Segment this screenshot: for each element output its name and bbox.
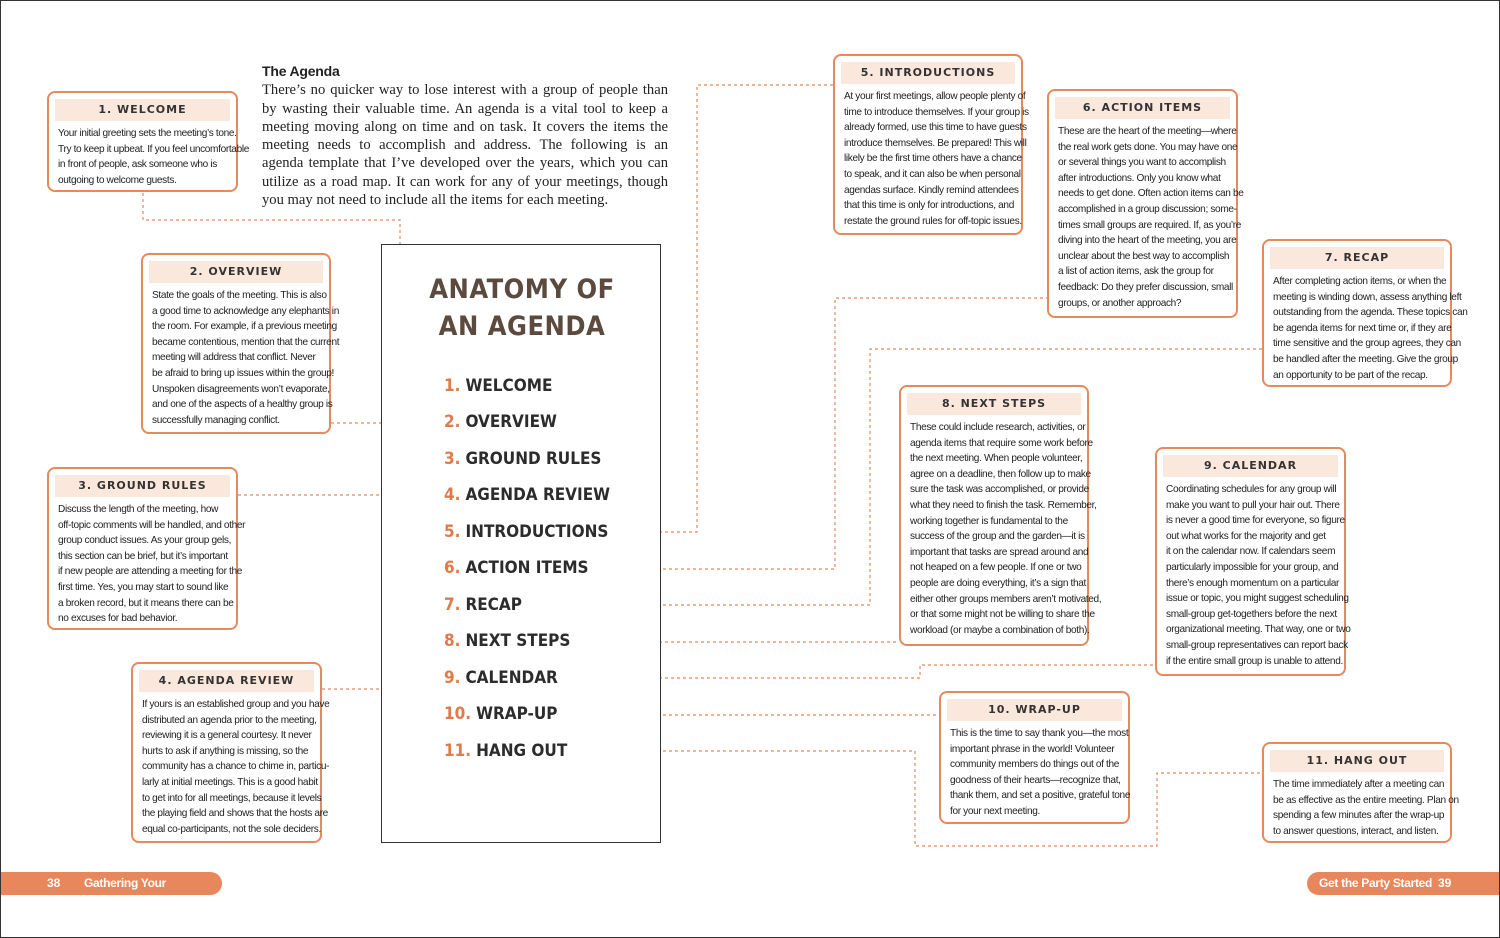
box-next-steps (899, 385, 1102, 646)
box-text (1157, 477, 1351, 675)
box-text-line: community members do things out of the (950, 759, 1120, 771)
box-text-line: times small groups are required. If, as you’re (1058, 219, 1242, 231)
agenda-item-recap: 7. RECAP (444, 595, 522, 615)
box-text-line: successfully managing conflict. (152, 414, 280, 426)
box-text-line: Try to keep it upbeat. If you feel uncomfortable (58, 143, 249, 155)
box-text-line: what they need to finish the task. Remember, (910, 499, 1097, 511)
box-text-line: Your initial greeting sets the meeting’s tone. (58, 128, 237, 139)
box-text-line: If yours is an established group and you have (142, 699, 330, 710)
box-text-line: distributed an agenda prior to the meeting, (142, 714, 317, 726)
agenda-item-overview: 2. OVERVIEW (444, 412, 557, 432)
box-title: 11. HANG OUT (1270, 750, 1444, 772)
agenda-panel (381, 244, 661, 843)
box-text-line: a list of action items, ask the group for (1058, 266, 1214, 278)
box-text-line: to answer questions, interact, and listen. (1273, 825, 1439, 837)
box-text-line: accomplished in a group discussion; some- (1058, 203, 1237, 215)
agenda-title-line2: AN AGENDA (438, 311, 606, 342)
box-calendar (1155, 447, 1351, 676)
box-title: 1. WELCOME (55, 99, 230, 121)
box-text (143, 283, 340, 434)
agenda-item-welcome: 1. WELCOME (444, 376, 553, 396)
box-title: 10. WRAP-UP (947, 699, 1122, 721)
box-text-line: the room. For example, if a previous meeting (152, 321, 337, 333)
box-title: 6. ACTION ITEMS (1055, 97, 1230, 119)
box-text-line: particularly impossible for your group, and (1166, 561, 1339, 573)
agenda-item-wrap-up: 10. WRAP-UP (444, 704, 558, 724)
box-text-line: restate the ground rules for off-topic issues. (844, 215, 1022, 227)
agenda-item-introductions: 5. INTRODUCTIONS (444, 522, 609, 542)
box-text-line: unclear about the best way to accomplish (1058, 250, 1230, 262)
box-text-line: be afraid to bring up issues within the group! (152, 367, 334, 379)
footer-right-tab (1307, 872, 1499, 895)
box-text-line: Coordinating schedules for any group will (1166, 484, 1337, 495)
chapter-title-right: Get the Party Started (1319, 876, 1433, 890)
box-text-line: State the goals of the meeting. This is also (152, 290, 327, 301)
box-text-line: there’s enough momentum on a particular (1166, 577, 1340, 589)
box-text-line: diving into the heart of the meeting, you are (1058, 235, 1237, 247)
box-text-line: if the entire small group is unable to attend. (1166, 655, 1343, 667)
box-overview (141, 253, 340, 434)
box-text-line: either other groups members aren’t motivated, (910, 593, 1102, 605)
box-text-line: if new people are attending a meeting for the (58, 566, 243, 578)
box-introductions (833, 54, 1029, 235)
agenda-title (382, 271, 662, 345)
box-text-line: feedback: Do they prefer discussion, small (1058, 281, 1233, 293)
box-text-line: meeting will address that conflict. Never (152, 352, 316, 364)
box-text-line: this section can be brief, but it’s important (58, 550, 228, 562)
box-text-line: first time. Yes, you may start to sound like (58, 581, 229, 593)
box-text-line: larly at initial meetings. This is a good habit (142, 776, 318, 788)
box-text-line: time sensitive and the group agrees, they can (1273, 338, 1461, 350)
box-text (901, 415, 1102, 644)
box-text-line: became contentious, mention that the current (152, 336, 340, 348)
box-text-line: agree on a deadline, then follow up to make (910, 468, 1091, 480)
box-text-line: it on the calendar now. If calendars seem (1166, 546, 1336, 558)
box-text-line: meeting is winding down, assess anything left (1273, 291, 1462, 303)
box-text-line: time to introduce themselves. If your group is (844, 106, 1029, 118)
box-text (1264, 269, 1468, 389)
box-text-line: outgoing to welcome guests. (58, 174, 177, 186)
box-text-line: to get into for all meetings, because it levels (142, 792, 322, 804)
box-text (941, 721, 1131, 826)
box-text (49, 121, 249, 194)
box-text-line: After completing action items, or when the (1273, 276, 1447, 287)
chapter-title-left: Gathering Your Community (84, 876, 167, 913)
box-title: 5. INTRODUCTIONS (841, 62, 1015, 84)
box-text-line: These are the heart of the meeting—where (1058, 126, 1237, 137)
page-number-right: 39 (1438, 876, 1452, 890)
box-title: 3. GROUND RULES (55, 475, 230, 497)
box-agenda-review (131, 662, 330, 843)
agenda-item-calendar: 9. CALENDAR (444, 668, 558, 688)
box-text-line: This is the time to say thank you—the most (950, 728, 1129, 739)
box-text-line: Unspoken disagreements won’t evaporate, (152, 383, 330, 395)
agenda-item-action-items: 6. ACTION ITEMS (444, 558, 589, 578)
box-text (49, 497, 246, 633)
box-text-line: likely be the first time others have a chance (844, 153, 1022, 165)
box-text-line: outstanding from the agenda. These topics can (1273, 307, 1468, 319)
box-text-line: The time immediately after a meeting can (1273, 779, 1445, 790)
box-text-line: no excuses for bad behavior. (58, 613, 178, 625)
box-text-line: be handled after the meeting. Give the group (1273, 353, 1458, 365)
box-text-line: Discuss the length of the meeting, how (58, 504, 219, 515)
intro-body: There’s no quicker way to lose interest with a group of people than by wasting their valuable time. An agenda is a vital tool to keep a meeting moving along on time and on task. It covers the items the meeting needs to accomplish and address. The following is an agenda template that I’ve developed over the years, which you can utilize as a road map. It can work for any of your meetings, though you may not need to include all the items for each meeting. (262, 82, 668, 209)
box-text-line: goodness of their hearts—recognize that, (950, 774, 1121, 786)
box-text-line: small-group get-togethers before the next (1166, 608, 1337, 620)
box-action-items (1047, 89, 1244, 318)
box-text-line: the real work gets done. You may have one (1058, 141, 1238, 153)
box-text-line: workload (or maybe a combination of both). (910, 624, 1090, 636)
box-text-line: make you want to pull your hair out. There (1166, 499, 1340, 511)
intro-section (262, 62, 668, 209)
box-welcome (47, 91, 249, 192)
box-text-line: agenda items that require some work before (910, 437, 1093, 449)
box-text-line: community has a chance to chime in, particu- (142, 761, 330, 773)
agenda-item-agenda-review: 4. AGENDA REVIEW (444, 485, 611, 505)
box-text-line: hurts to ask if anything is missing, so the (142, 745, 309, 757)
box-recap (1262, 239, 1468, 387)
box-title: 9. CALENDAR (1163, 455, 1338, 477)
box-hang-out (1262, 742, 1459, 843)
box-title: 4. AGENDA REVIEW (139, 670, 314, 692)
box-text-line: a good time to acknowledge any elephants in (152, 305, 339, 317)
box-text-line: and one of the aspects of a healthy group is (152, 399, 333, 411)
box-text-line: issue or topic, you might suggest scheduling (1166, 593, 1349, 605)
box-text-line: be as effective as the entire meeting. Plan on (1273, 794, 1459, 806)
box-text-line: already formed, use this time to have guests (844, 122, 1027, 134)
box-text-line: important phrase in the world! Volunteer (950, 743, 1115, 755)
agenda-item-next-steps: 8. NEXT STEPS (444, 631, 571, 651)
box-text-line: reviewing it is a general courtesy. It never (142, 730, 312, 742)
box-text (1264, 772, 1459, 845)
box-text-line: small-group representatives can report back (1166, 639, 1348, 651)
box-text-line: group conduct issues. As your group gels, (58, 535, 232, 547)
box-text-line: or several things you want to accomplish (1058, 157, 1226, 169)
box-text (1049, 119, 1244, 317)
box-text-line: in front of people, ask someone who is (58, 159, 217, 171)
box-text-line: needs to get done. Often action items can be (1058, 188, 1244, 200)
box-text-line: after introductions. Only you know what (1058, 172, 1221, 184)
box-text-line: not heaped on a few people. If one or two (910, 562, 1082, 574)
agenda-item-hang-out: 11. HANG OUT (444, 741, 568, 761)
box-text-line: introduce themselves. Be prepared! This will (844, 137, 1027, 149)
box-text-line: an opportunity to be part of the recap. (1273, 369, 1428, 381)
box-wrap-up (939, 691, 1130, 824)
box-text-line: is never a good time for everyone, so figure (1166, 515, 1345, 527)
box-text-line: people are doing everything, it’s a sign that (910, 577, 1086, 589)
box-text-line: important that tasks are spread around and (910, 546, 1089, 558)
box-text-line: or that some might not be willing to share the (910, 609, 1095, 621)
box-text-line: agendas surface. Kindly remind attendees (844, 184, 1019, 196)
box-text-line: for your next meeting. (950, 805, 1040, 817)
box-text-line: the next meeting. When people volunteer, (910, 453, 1083, 465)
box-text-line: sure the task was accomplished, or provide (910, 484, 1089, 496)
box-text-line: organizational meeting. That way, one or two (1166, 624, 1351, 636)
box-text-line: thank them, and set a positive, grateful tone (950, 790, 1131, 802)
box-text-line: out what works for the majority and get (1166, 530, 1326, 542)
box-text-line: equal co-participants, not the sole deciders. (142, 823, 321, 835)
box-title: 2. OVERVIEW (149, 261, 323, 283)
box-title: 7. RECAP (1270, 247, 1444, 269)
box-text-line: At your first meetings, allow people plenty of (844, 91, 1026, 102)
box-title: 8. NEXT STEPS (907, 393, 1081, 415)
agenda-item-ground-rules: 3. GROUND RULES (444, 449, 602, 469)
box-text-line: the playing field and shows that the hosts are (142, 808, 328, 820)
footer-left-tab (1, 872, 222, 913)
intro-heading: The Agenda (262, 63, 340, 79)
box-text-line: off-topic comments will be handled, and other (58, 519, 246, 531)
box-text-line: a broken record, but it means there can be (58, 597, 234, 609)
box-text-line: working together is fundamental to the (910, 515, 1068, 527)
box-text-line: that this time is only for introductions, and (844, 200, 1014, 212)
page-number-left: 38 (47, 876, 61, 890)
box-ground-rules (47, 467, 246, 630)
box-text (133, 692, 330, 843)
box-text-line: to speak, and it can also be when personal (844, 168, 1021, 180)
agenda-title-line1: ANATOMY OF (429, 274, 615, 305)
box-text (835, 84, 1029, 235)
box-text-line: groups, or another approach? (1058, 297, 1182, 309)
box-text-line: be agenda items for next time or, if they are (1273, 322, 1452, 334)
box-text-line: success of the group and the garden—it is (910, 531, 1085, 543)
box-text-line: spending a few minutes after the wrap-up (1273, 810, 1445, 822)
box-text-line: These could include research, activities, or (910, 422, 1086, 433)
